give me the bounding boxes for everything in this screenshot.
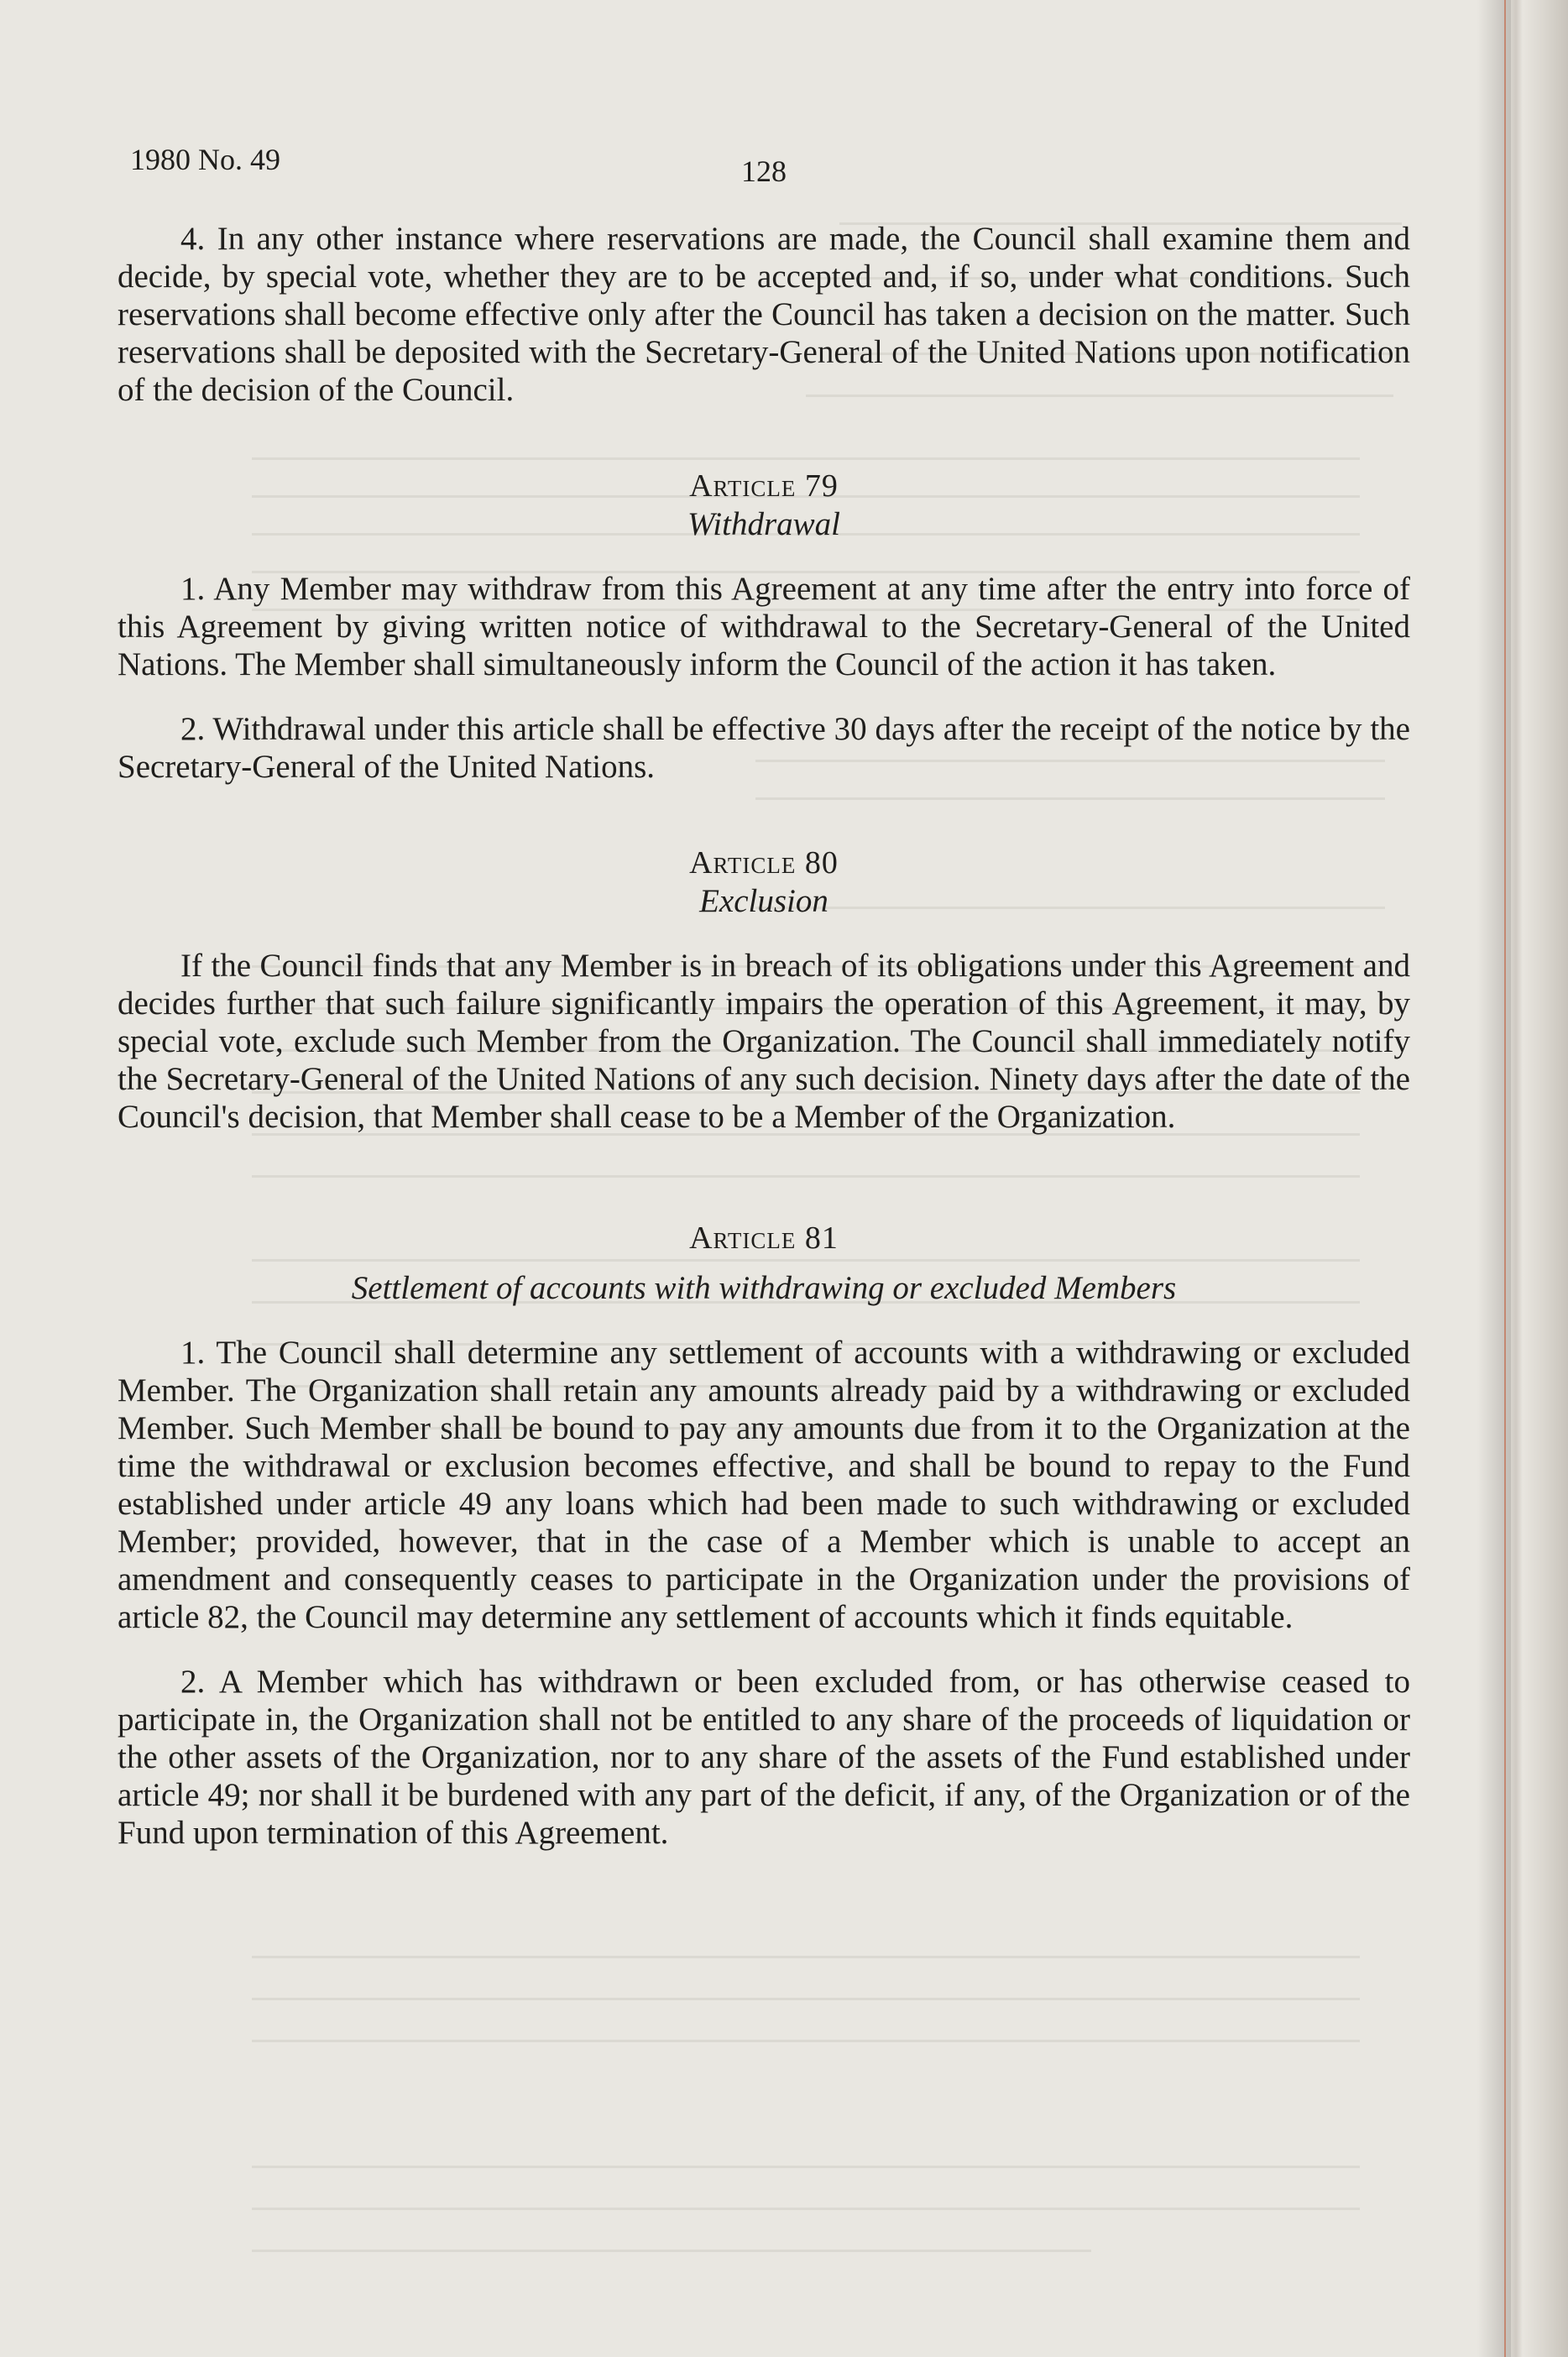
- article-80: [118, 844, 1410, 1136]
- article-81: [118, 1220, 1410, 1852]
- paragraph: 2. Withdrawal under this article shall be effective 30 days after the receipt of the notice by the Secretary-General of the United Nations.: [118, 711, 1410, 785]
- binding-stripe: [1504, 0, 1506, 2357]
- running-header: [118, 126, 1410, 193]
- article-heading: Article 80: [689, 845, 839, 881]
- page-stack-edge: [1511, 0, 1568, 2357]
- paragraph: 1. The Council shall determine any settlement of accounts with a withdrawing or excluded Member. The Organization shall retain any amounts already paid by a withdrawing or excluded Member. Such Member shall be bound to pay any amounts due from it to the Organization at the time the withdrawal or exclusion becomes effective, and shall be bound to repay to the Fund established under article 49 any loans which had been made to such withdrawing or excluded Member; provided, however, that in the case of a Member which is unable to accept an amendment and consequently ceases to participate in the Organization under the provisions of article 82, the Council may determine any settlement of accounts which it finds equitable.: [118, 1335, 1410, 1635]
- page-curvature-shadow: [1477, 0, 1511, 2357]
- paragraph-reservations: 4. In any other instance where reservations are made, the Council shall examine them and decide, by special vote, whether they are to be accepted and, if so, under what conditions. Such reservations shall become effective only after the Council has taken a decision on the matter. Such reservations shall be deposited with the Secretary-General of the United Nations upon notification of the decision of the Council.: [118, 221, 1410, 408]
- article-heading: Article 79: [689, 468, 839, 504]
- paragraph: 2. A Member which has withdrawn or been excluded from, or has otherwise ceased to participate in, the Organization shall not be entitled to any share of the proceeds of liquidation or the other assets of the Organization, nor to any share of the assets of the Fund established under article 49; nor shall it be burdened with any part of the deficit, if any, of the Organization or of the Fund upon termination of this Agreement.: [118, 1664, 1410, 1851]
- article-title: Withdrawal: [687, 506, 841, 542]
- article-heading: Article 81: [689, 1220, 839, 1256]
- page-number: 128: [741, 154, 787, 188]
- paragraph: If the Council finds that any Member is in breach of its obligations under this Agreement and decides further that such failure significantly impairs the operation of this Agreement, it may, by special vote, exclude such Member from the Organization. The Council shall immediately notify the Secretary-General of the United Nations of any such decision. Ninety days after the date of the Council's decision, that Member shall cease to be a Member of the Organization.: [118, 948, 1410, 1135]
- article-title: Settlement of accounts with withdrawing or excluded Members: [351, 1270, 1177, 1306]
- page-content: [118, 126, 1410, 1852]
- paragraph: 1. Any Member may withdraw from this Agreement at any time after the entry into force of this Agreement by giving written notice of withdrawal to the Secretary-General of the United Nations. The Member shall simultaneously inform the Council of the action it has taken.: [118, 571, 1410, 682]
- header-volume: 1980 No. 49: [130, 143, 280, 176]
- article-title: Exclusion: [699, 883, 828, 919]
- article-79: [118, 468, 1410, 786]
